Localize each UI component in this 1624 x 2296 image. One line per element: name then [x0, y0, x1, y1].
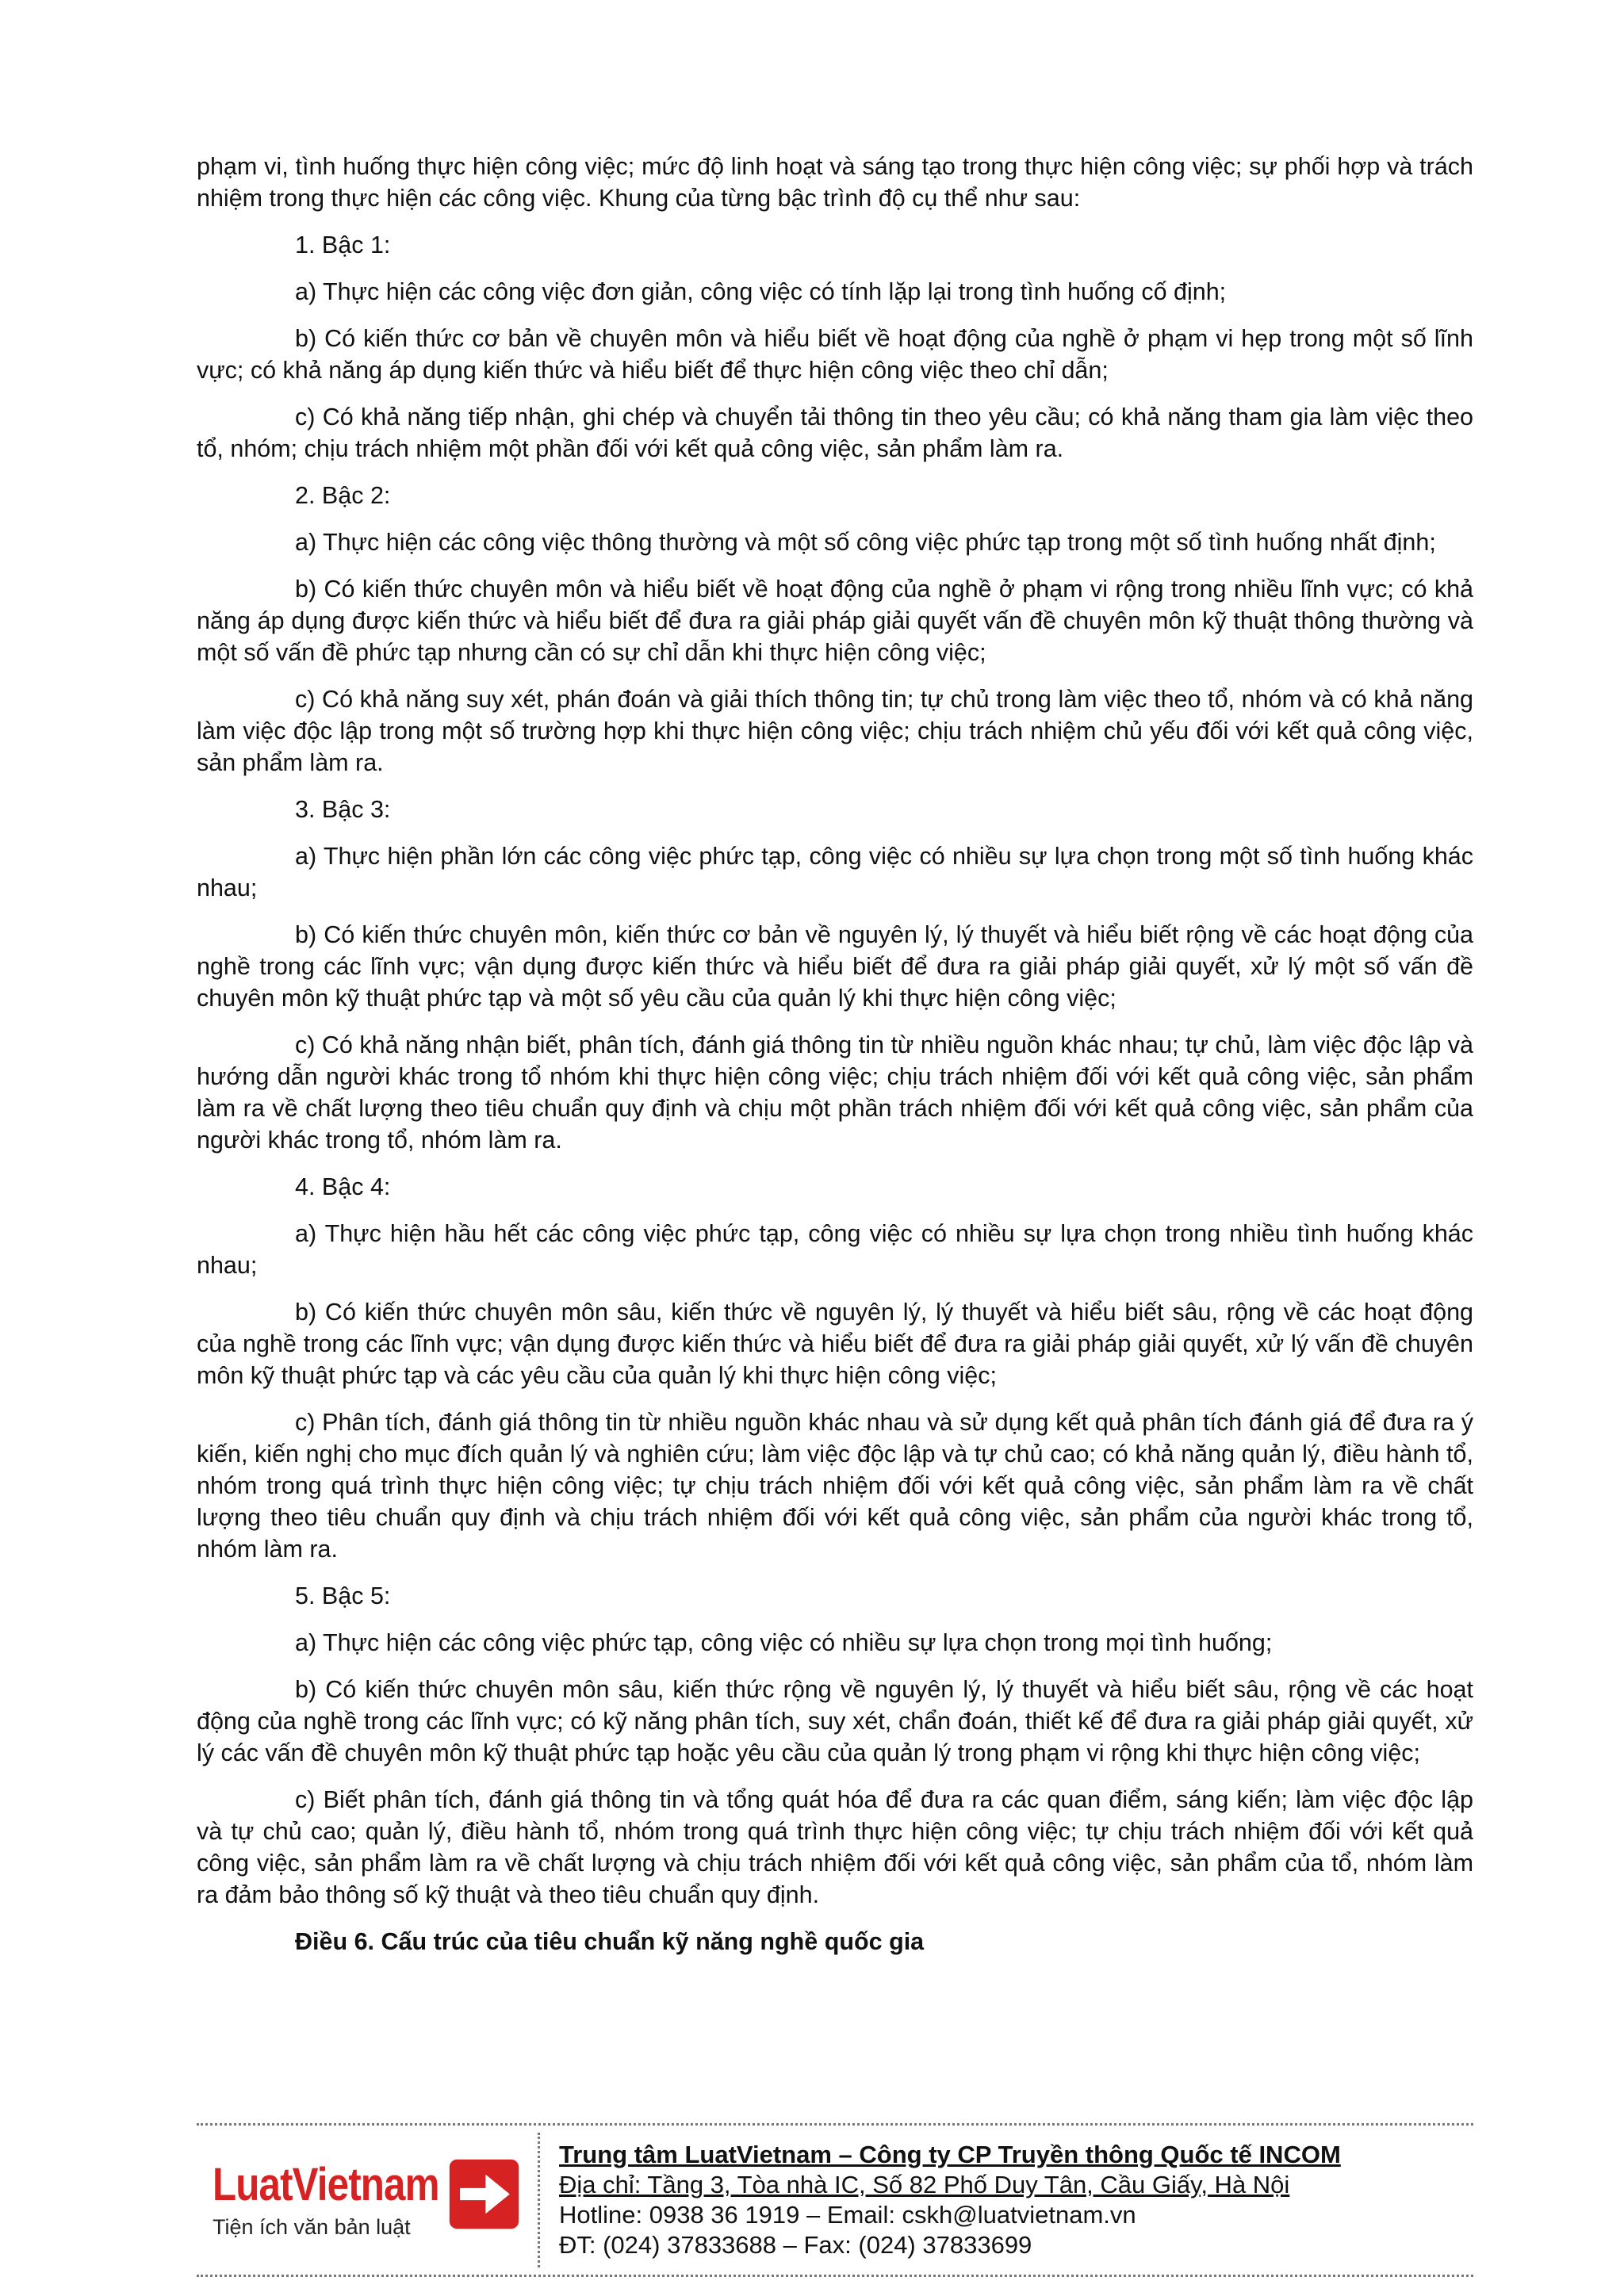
luatvietnam-logo[interactable]: [197, 2133, 538, 2267]
paragraph: b) Có kiến thức cơ bản về chuyên môn và hiểu biết về hoạt động của nghề ở phạm vi hẹp trong một số lĩnh vực; có khả năng áp dụng kiến thức và hiểu biết để thực hiện công việc theo chỉ dẫn;: [197, 325, 1473, 384]
paragraph: a) Thực hiện các công việc thông thường và một số công việc phức tạp trong một số tình huống nhất định;: [295, 529, 1436, 556]
paragraph: c) Phân tích, đánh giá thông tin từ nhiều nguồn khác nhau và sử dụng kết quả phân tích đánh giá để đưa ra ý kiến, kiến nghị cho mục đích quản lý và nghiên cứu; làm việc độc lập và tự chủ cao; có khả năng quản lý, điều hành tổ, nhóm trong quá trình thực hiện công việc; tự chịu trách nhiệm đối với kết quả công việc, sản phẩm làm ra về chất lượng theo tiêu chuẩn quy định và chịu trách nhiệm đối với kết quả công việc, sản phẩm của người khác trong tổ, nhóm làm ra.: [197, 1409, 1473, 1563]
logo-tagline: Tiện ích văn bản luật: [213, 2214, 411, 2239]
footer-phone-fax: ĐT: (024) 37833688 – Fax: (024) 37833699: [559, 2231, 1032, 2259]
paragraph: a) Thực hiện phần lớn các công việc phức tạp, công việc có nhiều sự lựa chọn trong một số tình huống khác nhau;: [197, 843, 1473, 901]
paragraph: a) Thực hiện hầu hết các công việc phức tạp, công việc có nhiều sự lựa chọn trong nhiều tình huống khác nhau;: [197, 1220, 1473, 1279]
paragraph: 2. Bậc 2:: [295, 482, 391, 509]
paragraph: b) Có kiến thức chuyên môn sâu, kiến thức về nguyên lý, lý thuyết và hiểu biết sâu, rộng về các hoạt động của nghề trong các lĩnh vực; vận dụng được kiến thức và hiểu biết để đưa ra giải pháp giải quyết, xử lý vấn đề chuyên môn kỹ thuật phức tạp và các yêu cầu của quản lý khi thực hiện công việc;: [197, 1299, 1473, 1389]
paragraph: phạm vi, tình huống thực hiện công việc; mức độ linh hoạt và sáng tạo trong thực hiện công việc; sự phối hợp và trách nhiệm trong thực hiện các công việc. Khung của từng bậc trình độ cụ thể như sau:: [197, 153, 1473, 212]
article-heading: Điều 6. Cấu trúc của tiêu chuẩn kỹ năng nghề quốc gia: [295, 1928, 925, 1955]
paragraph: a) Thực hiện các công việc phức tạp, công việc có nhiều sự lựa chọn trong mọi tình huống;: [295, 1629, 1273, 1656]
paragraph: 1. Bậc 1:: [295, 232, 391, 258]
footer-hotline-email: Hotline: 0938 36 1919 – Email: cskh@luatvietnam.vn: [559, 2201, 1136, 2229]
paragraph: c) Có khả năng tiếp nhận, ghi chép và chuyển tải thông tin theo yêu cầu; có khả năng tham gia làm việc theo tổ, nhóm; chịu trách nhiệm một phần đối với kết quả công việc, sản phẩm làm ra.: [197, 404, 1473, 462]
paragraph: c) Có khả năng suy xét, phán đoán và giải thích thông tin; tự chủ trong làm việc theo tổ, nhóm và có khả năng làm việc độc lập trong một số trường hợp khi thực hiện công việc; chịu trách nhiệm chủ yếu đối với kết quả công việc, sản phẩm làm ra.: [197, 686, 1473, 776]
footer-address: Địa chỉ: Tầng 3, Tòa nhà IC, Số 82 Phố Duy Tân, Cầu Giấy, Hà Nội: [559, 2171, 1290, 2198]
paragraph: 4. Bậc 4:: [295, 1173, 391, 1200]
logo-text: LuatVietnam: [213, 2158, 439, 2210]
page-footer: [197, 2123, 1473, 2277]
paragraph: a) Thực hiện các công việc đơn giản, công việc có tính lặp lại trong tình huống cố định;: [295, 278, 1227, 305]
paragraph: 5. Bậc 5:: [295, 1582, 391, 1609]
paragraph: b) Có kiến thức chuyên môn, kiến thức cơ bản về nguyên lý, lý thuyết và hiểu biết rộng về các hoạt động của nghề trong các lĩnh vực; vận dụng được kiến thức và hiểu biết để đưa ra giải pháp giải quyết, xử lý một số vấn đề chuyên môn kỹ thuật phức tạp và một số yêu cầu của quản lý khi thực hiện công việc;: [197, 921, 1473, 1012]
footer-contact: [538, 2133, 1341, 2267]
paragraph: b) Có kiến thức chuyên môn và hiểu biết về hoạt động của nghề ở phạm vi rộng trong nhiều lĩnh vực; có khả năng áp dụng được kiến thức và hiểu biết để đưa ra giải pháp giải quyết vấn đề chuyên môn kỹ thuật thông thường và một số vấn đề phức tạp nhưng cần có sự chỉ dẫn khi thực hiện công việc;: [197, 576, 1473, 666]
document-body: [197, 151, 1473, 1973]
paragraph: c) Có khả năng nhận biết, phân tích, đánh giá thông tin từ nhiều nguồn khác nhau; tự chủ, làm việc độc lập và hướng dẫn người khác trong tổ nhóm khi thực hiện công việc; chịu trách nhiệm đối với kết quả công việc, sản phẩm làm ra về chất lượng theo tiêu chuẩn quy định và chịu một phần trách nhiệm đối với kết quả công việc, sản phẩm của người khác trong tổ, nhóm làm ra.: [197, 1031, 1473, 1154]
footer-org-name: Trung tâm LuatVietnam – Công ty CP Truyền thông Quốc tế INCOM: [559, 2141, 1341, 2168]
red-arrow-icon: [446, 2156, 522, 2232]
paragraph: 3. Bậc 3:: [295, 796, 391, 823]
paragraph: c) Biết phân tích, đánh giá thông tin và tổng quát hóa để đưa ra các quan điểm, sáng kiến; làm việc độc lập và tự chủ cao; quản lý, điều hành tổ, nhóm trong quá trình thực hiện công việc; tự chịu trách nhiệm đối với kết quả công việc, sản phẩm làm ra về chất lượng và chịu trách nhiệm đối với kết quả công việc, sản phẩm của tổ, nhóm làm ra đảm bảo thông số kỹ thuật và theo tiêu chuẩn quy định.: [197, 1786, 1473, 1908]
paragraph: b) Có kiến thức chuyên môn sâu, kiến thức rộng về nguyên lý, lý thuyết và hiểu biết sâu, rộng về các hoạt động của nghề trong các lĩnh vực; có kỹ năng phân tích, suy xét, chẩn đoán, thiết kế để đưa ra giải pháp giải quyết, xử lý các vấn đề chuyên môn kỹ thuật phức tạp hoặc yêu cầu của quản lý trong phạm vi rộng khi thực hiện công việc;: [197, 1676, 1473, 1766]
